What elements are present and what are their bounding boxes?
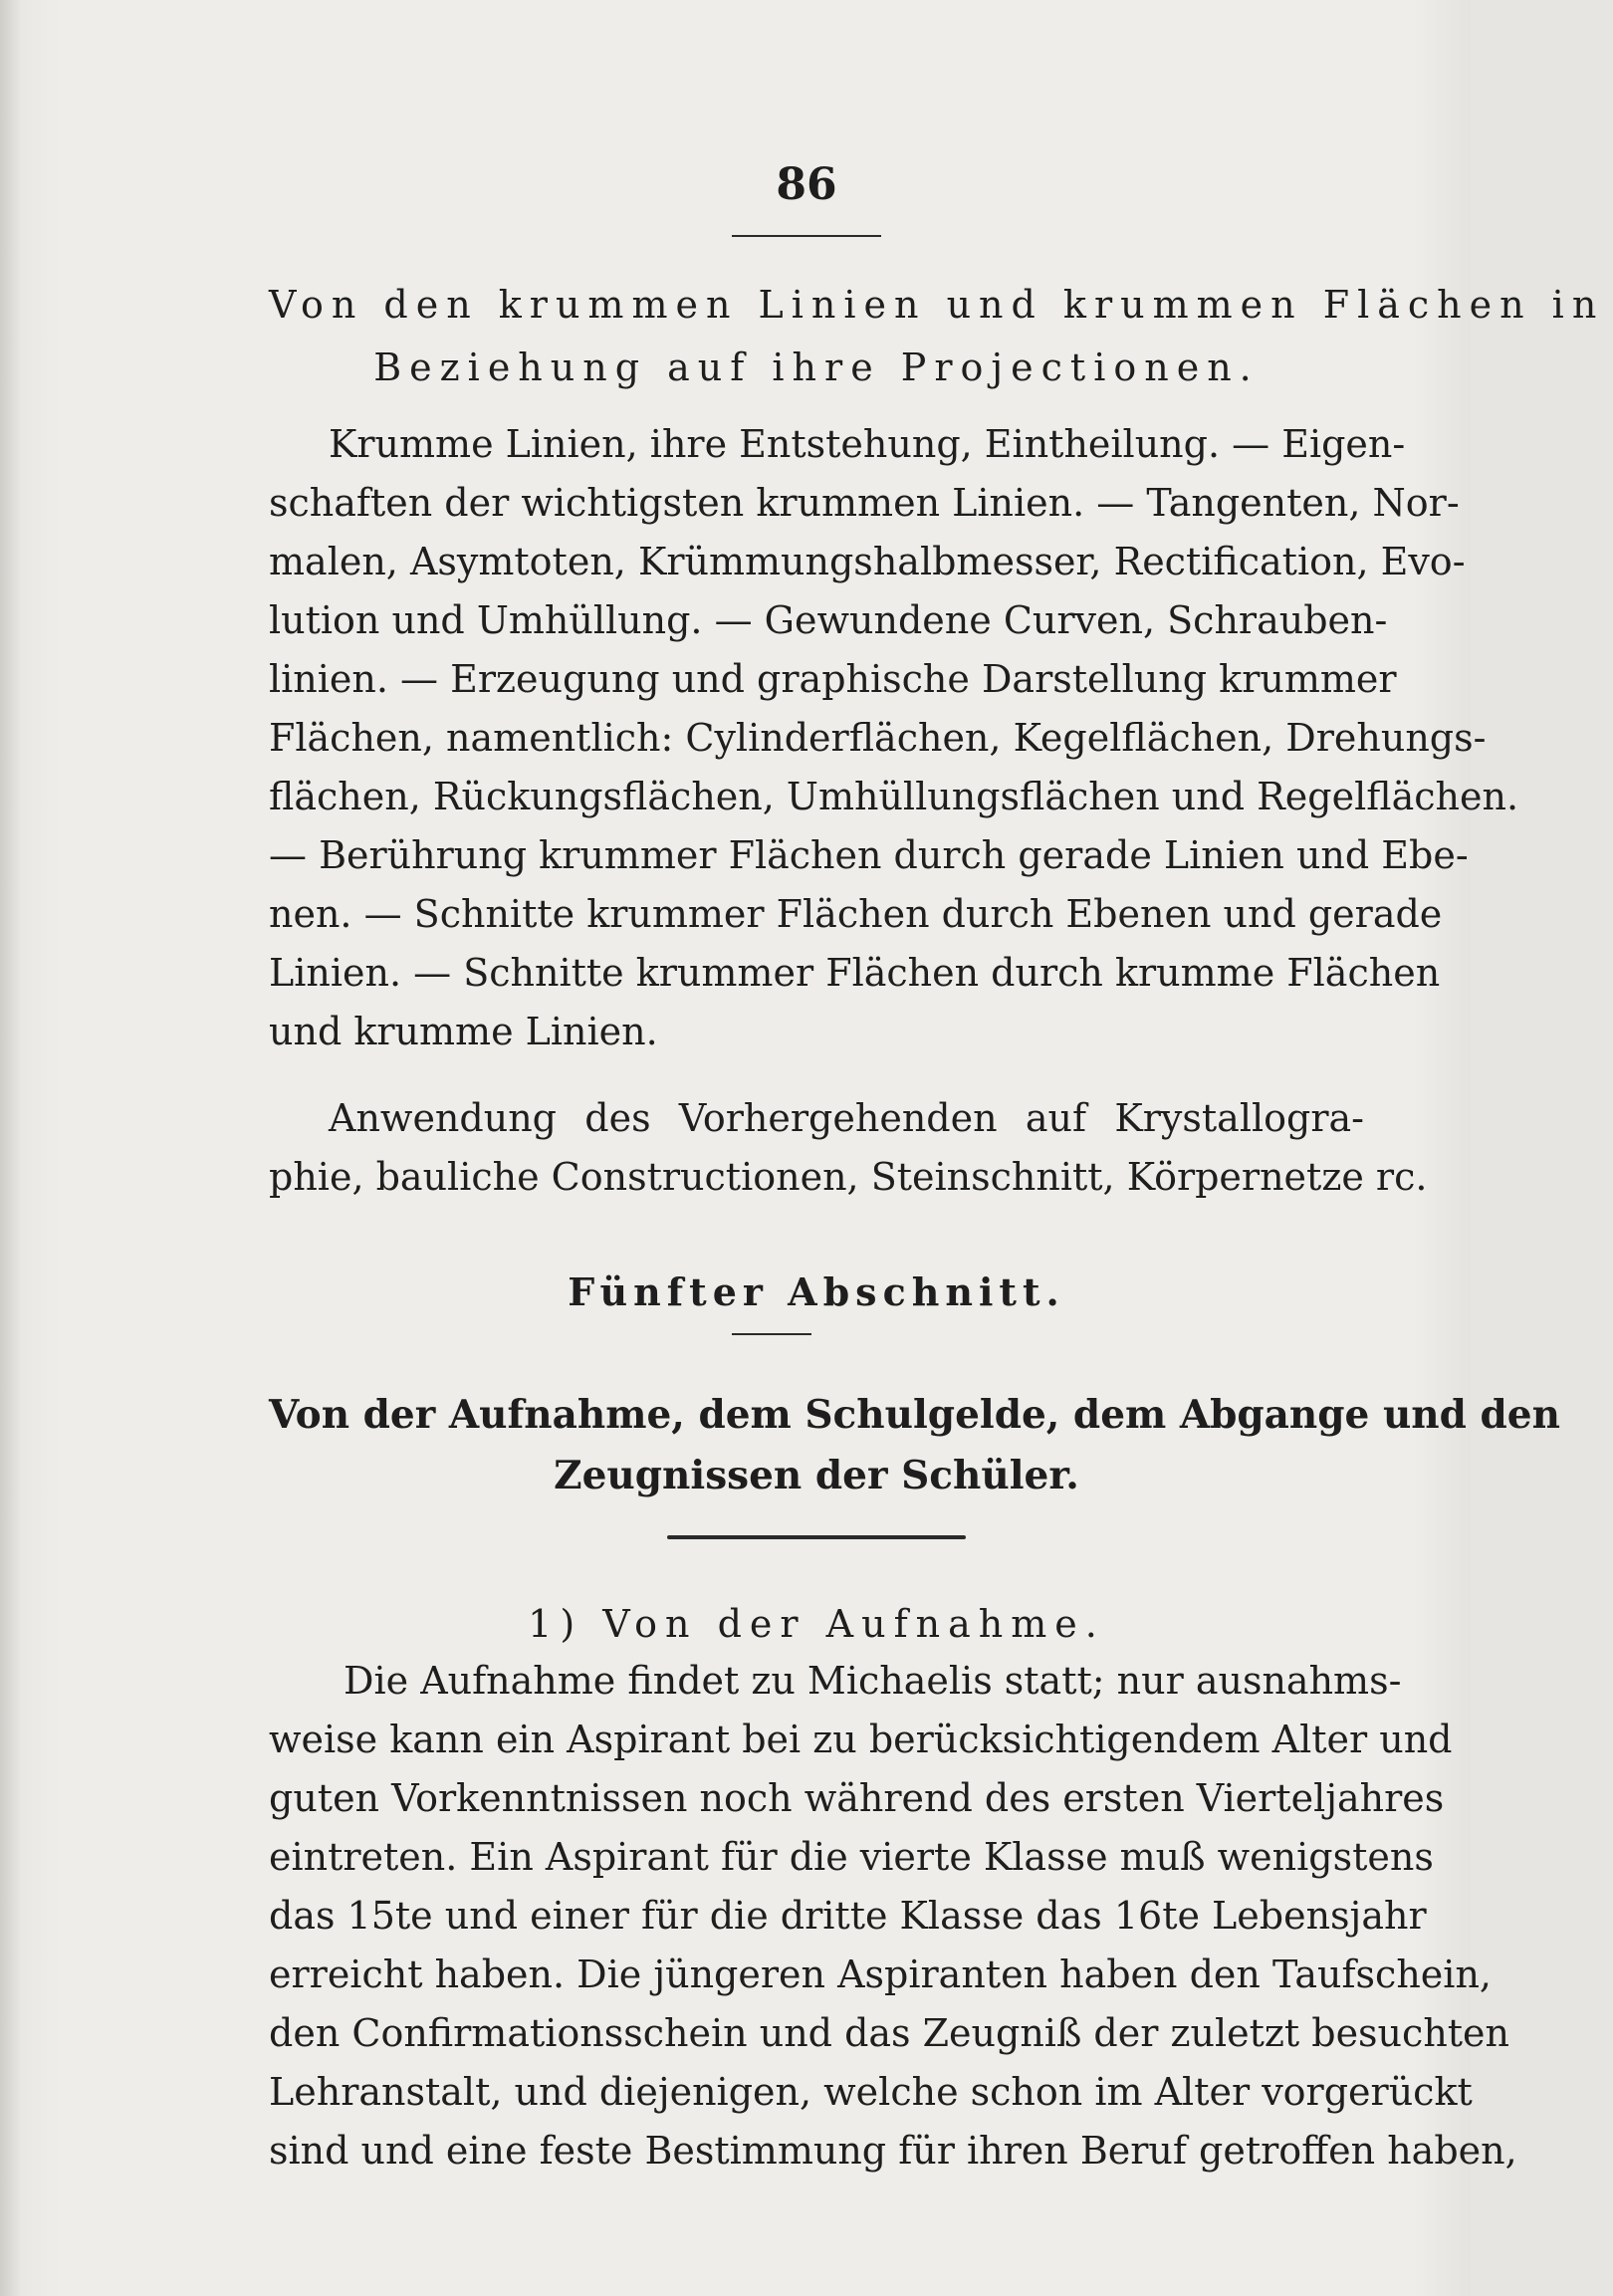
- text-line: nen. — Schnitte krummer Flächen durch Ebenen und gerade: [269, 892, 1443, 936]
- text-line: guten Vorkenntnissen noch während des ersten Vierteljahres: [269, 1776, 1445, 1820]
- text-line: weise kann ein Aspirant bei zu berücksichtigendem Alter und: [269, 1718, 1453, 1761]
- page-number: 86: [776, 159, 837, 210]
- text-line: schaften der wichtigsten krummen Linien. — Tangenten, Nor-: [269, 481, 1460, 525]
- text-line: eintreten. Ein Aspirant für die vierte Klasse muß wenigstens: [269, 1835, 1434, 1879]
- subsection-heading: 1) Von der Aufnahme.: [528, 1602, 1105, 1646]
- text-line: — Berührung krummer Flächen durch gerade Linien und Ebe-: [269, 833, 1469, 877]
- text-line: Die Aufnahme findet zu Michaelis statt; nur ausnahms-: [344, 1659, 1402, 1703]
- part-title-line: Von der Aufnahme, dem Schulgelde, dem Abgange und den: [269, 1392, 1560, 1438]
- text-line: den Confirmationsschein und das Zeugniß der zuletzt besuchten: [269, 2011, 1510, 2055]
- text-line: Lehranstalt, und diejenigen, welche schon im Alter vorgerückt: [269, 2070, 1473, 2114]
- page-number-rule: [732, 235, 881, 237]
- text-line: sind und eine feste Bestimmung für ihren Beruf getroffen haben,: [269, 2129, 1517, 2173]
- part-title-line: Zeugnissen der Schüler.: [554, 1453, 1079, 1498]
- text-line: lution und Umhüllung. — Gewundene Curven, Schrauben-: [269, 598, 1388, 642]
- text-line: phie, bauliche Constructionen, Steinschnitt, Körpernetze rc.: [269, 1155, 1428, 1199]
- part-heading: Fünfter Abschnitt.: [568, 1269, 1065, 1314]
- section-heading-line: Beziehung auf ihre Projectionen.: [373, 345, 1260, 389]
- part-heading-rule: [732, 1333, 811, 1335]
- text-line: Anwendung des Vorhergehenden auf Krystallogra-: [329, 1096, 1364, 1140]
- text-line: malen, Asymtoten, Krümmungshalbmesser, Rectification, Evo-: [269, 540, 1466, 583]
- text-line: Linien. — Schnitte krummer Flächen durch krumme Flächen: [269, 951, 1441, 995]
- decorative-rule: [667, 1535, 966, 1539]
- text-line: Krumme Linien, ihre Entstehung, Eintheilung. — Eigen-: [329, 422, 1406, 466]
- section-heading-line: Von den krummen Linien und krummen Flächen in: [269, 283, 1605, 327]
- text-line: und krumme Linien.: [269, 1010, 658, 1053]
- text-line: flächen, Rückungsflächen, Umhüllungsflächen und Regelflächen.: [269, 775, 1519, 818]
- text-line: linien. — Erzeugung und graphische Darstellung krummer: [269, 657, 1397, 701]
- text-line: erreicht haben. Die jüngeren Aspiranten haben den Taufschein,: [269, 1952, 1493, 1996]
- text-line: das 15te und einer für die dritte Klasse das 16te Lebensjahr: [269, 1894, 1427, 1938]
- text-line: Flächen, namentlich: Cylinderflächen, Kegelflächen, Drehungs-: [269, 716, 1487, 760]
